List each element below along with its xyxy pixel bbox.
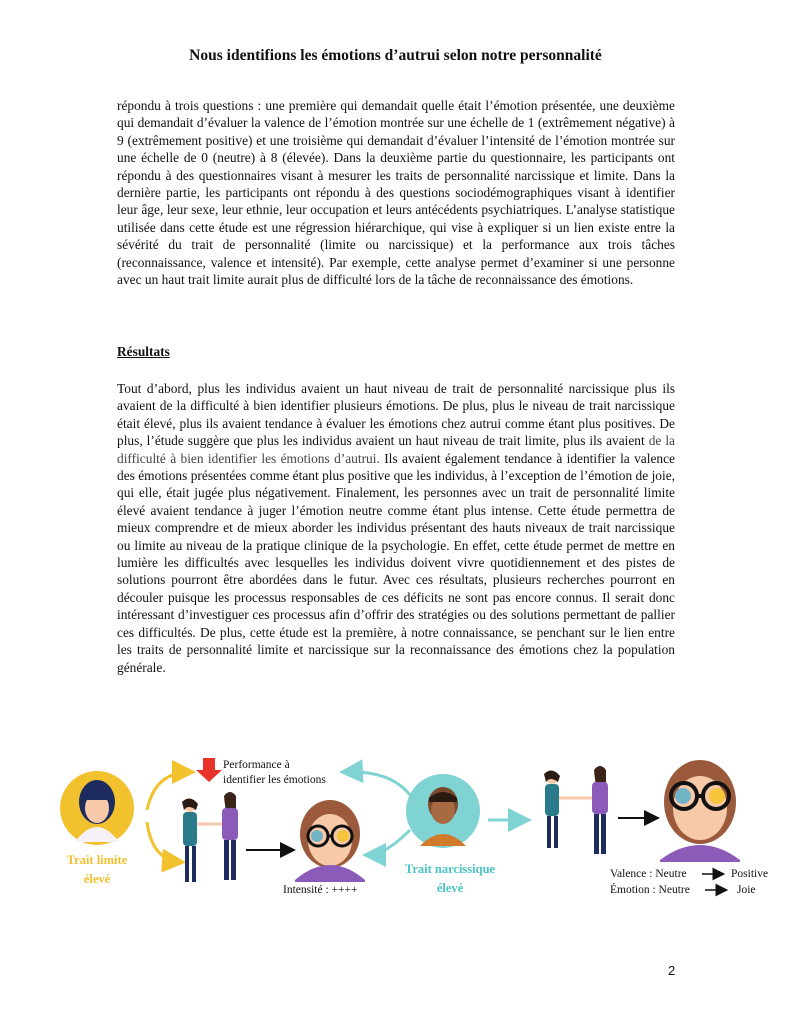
performance-label-line-1: Performance à (223, 759, 290, 771)
gold-arrow-down-icon (147, 822, 180, 862)
narcissique-avatar-icon (406, 774, 480, 848)
summary-figure (40, 750, 769, 910)
page-title: Nous identifions les émotions d’autrui selon notre personnalité (189, 47, 602, 64)
emotion-target: Joie (737, 884, 756, 896)
valence-label: Valence : Neutre (610, 868, 687, 880)
performance-label (223, 758, 326, 788)
results-paragraph (117, 380, 675, 676)
decrease-arrow-icon (196, 758, 222, 782)
limite-avatar-icon (60, 771, 134, 845)
trait-narcissique-label (390, 862, 510, 896)
trait-limite-line-2: élevé (83, 872, 111, 886)
trait-narcissique-line-2: élevé (436, 881, 464, 895)
performance-label-line-2: identifier les émotions (223, 774, 326, 786)
two-people-icon (182, 792, 238, 882)
results-text-part-2: Ils avaient également tendance à identifier la valence des émotions présentées comme étant plus positive que les individus, à l’exception de l’émotion de joie, qui elle, était jugée plus négativement. Finalement, les personnes avec un trait de personnalité limite élevé avaient tendance à juger l’émotion neutre comme étant plus intense. Cette étude permettra de mieux comprendre et de mieux aborder les individus présentant des hauts niveaux de trait narcissique ou limite au niveau de la pratique clinique de la psychologie. En effet, cette étude permet de mettre en lumière les difficultés avec lesquelles les individus doivent vivre quotidiennement et des pistes de solutions pourront être abordées dans le futur. Avec ces résultats, plusieurs recherches pourront en découler puisque les processus responsables de ces déficits ne sont pas encore connus. Il serait donc intéressant d’investiguer ces processus afin d’offrir des stratégies ou des solutions permettant de pallier ces difficultés. De plus, cette étude est la première, à notre connaissance, se penchant sur le lien entre les traits de personnalité limite et narcissique sur la reconnaissance des émotions chez la population générale. (117, 450, 675, 675)
results-heading: Résultats (117, 344, 170, 359)
results-text-part-1: Tout d’abord, plus les individus avaient un haut niveau de trait de personnalité narcissique plus ils avaient de la difficulté à bien identifier plusieurs émotions. De plus, plus le niveau de trait narcissique était élevé, plus ils avaient tendance à évaluer les émotions chez autrui comme étant plus positives. De plus, l’étude suggère que plus les individus avaient un haut niveau de trait limite, plus ils avaient (117, 381, 675, 449)
woman-glasses-icon (295, 800, 365, 882)
trait-narcissique-line-1: Trait narcissique (404, 862, 496, 876)
teal-arrow-up-icon (345, 772, 410, 795)
woman-glasses-large-icon (660, 760, 740, 862)
method-paragraph: répondu à trois questions : une première qui demandait quelle était l’émotion présentée, une deuxième qui demandait d’évaluer la valence de l’émotion montrée sur une échelle de 1 (extrêmement négative) à 9 (extrêmement positive) et une troisième qui demandait d’évaluer l’intensité de l’émotion montrée sur une échelle de 0 (neutre) à 8 (élevée). Dans la deuxième partie du questionnaire, les participants ont répondu à des questionnaires visant à mesurer les traits de personnalité narcissique et limite. Dans la dernière partie, les participants ont répondu à des questions sociodémographiques visant à identifier leur âge, leur sexe, leur ethnie, leur occupation et leurs antécédents psychiatriques. L’analyse statistique utilisée dans cette étude est une régression hiérarchique, qui vise à expliquer si un lien existe entre la sévérité du trait de personnalité (limite ou narcissique) et la performance aux trois tâches (reconnaissance, valence et intensité). Par exemple, cette analyse permet d’examiner si une personne avec un haut trait limite aurait plus de difficulté lors de la tâche de reconnaissance des émotions. (117, 98, 675, 288)
trait-limite-line-1: Trait limite (66, 853, 128, 867)
two-people-right-icon (544, 766, 608, 854)
valence-target: Positive (731, 868, 769, 880)
teal-arrow-down-icon (368, 830, 410, 855)
intensity-label: Intensité : ++++ (283, 884, 358, 896)
results-text-highlight: de la difficulté à bien identifier les émotions d’autrui. (117, 433, 675, 466)
emotion-label: Émotion : Neutre (610, 884, 690, 896)
trait-limite-label (52, 853, 142, 887)
page-number: 2 (668, 963, 676, 978)
